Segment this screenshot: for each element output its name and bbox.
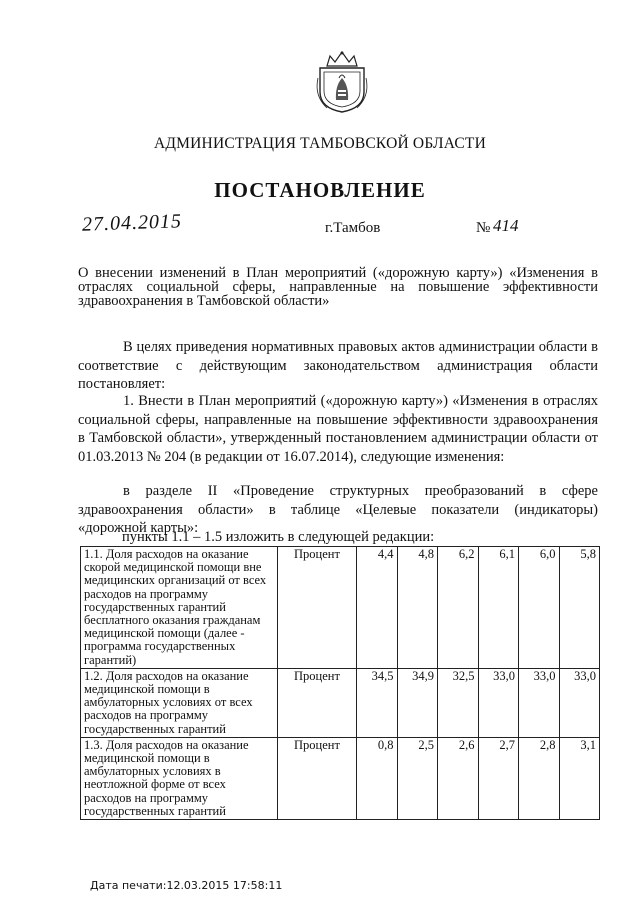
indicator-value: 2,5 bbox=[397, 737, 438, 819]
indicator-name: 1.3. Доля расходов на оказание медицинской помощи в амбулаторных условиях в неотложной форме от всех расходов на программу государственных гарантий bbox=[81, 737, 278, 819]
indicator-value: 6,0 bbox=[519, 547, 560, 669]
indicator-value: 2,6 bbox=[438, 737, 479, 819]
document-subject: О внесении изменений в План мероприятий («дорожную карту») «Изменения в отраслях социальной сферы, направленные на повышение эффективности здравоохранения в Тамбовской области» bbox=[78, 265, 598, 309]
preamble-paragraph: В целях приведения нормативных правовых актов администрации области в соответствие с действующим законодательством администрация области постановляет: bbox=[78, 339, 598, 392]
indicator-unit: Процент bbox=[278, 547, 357, 669]
indicator-value: 33,0 bbox=[519, 668, 560, 737]
table-row bbox=[81, 547, 600, 669]
indicator-value: 33,0 bbox=[559, 668, 600, 737]
target-indicators-table bbox=[80, 546, 600, 820]
indicator-value: 0,8 bbox=[357, 737, 398, 819]
document-number: 414 bbox=[493, 216, 519, 235]
indicator-value: 2,7 bbox=[478, 737, 519, 819]
print-date: Дата печати:12.03.2015 17:58:11 bbox=[90, 879, 283, 892]
indicator-name: 1.1. Доля расходов на оказание скорой медицинской помощи вне медицинских организаций от всех расходов на программу государственных гарантий бесплатного оказания гражданам медицинской помощи (далее - программа государственных гарантий) bbox=[81, 547, 278, 669]
city: г.Тамбов bbox=[325, 220, 381, 236]
table-row bbox=[81, 668, 600, 737]
document-type: ПОСТАНОВЛЕНИЕ bbox=[214, 178, 426, 202]
indicator-value: 6,2 bbox=[438, 547, 479, 669]
number-label: № bbox=[476, 220, 491, 236]
indicator-unit: Процент bbox=[278, 668, 357, 737]
coat-of-arms-icon bbox=[315, 48, 369, 114]
indicator-name: 1.2. Доля расходов на оказание медицинской помощи в амбулаторных условиях от всех расходов на программу государственных гарантий bbox=[81, 668, 278, 737]
agency-name: АДМИНИСТРАЦИЯ ТАМБОВСКОЙ ОБЛАСТИ bbox=[154, 135, 486, 152]
indicator-value: 4,4 bbox=[357, 547, 398, 669]
indicator-value: 2,8 bbox=[519, 737, 560, 819]
indicator-unit: Процент bbox=[278, 737, 357, 819]
table-row bbox=[81, 737, 600, 819]
indicator-value: 32,5 bbox=[438, 668, 479, 737]
indicator-value: 4,8 bbox=[397, 547, 438, 669]
indicator-value: 34,5 bbox=[357, 668, 398, 737]
clause-1-paragraph: 1. Внести в План мероприятий («дорожную карту») «Изменения в отраслях социальной сферы, направленные на повышение эффективности здравоохранения в Тамбовской области», утвержденный постановлением администрации области от 01.03.2013 № 204 (в редакции от 16.07.2014), следующие изменения: bbox=[78, 393, 598, 465]
indicator-value: 3,1 bbox=[559, 737, 600, 819]
indicator-value: 5,8 bbox=[559, 547, 600, 669]
indicator-value: 6,1 bbox=[478, 547, 519, 669]
indicator-value: 34,9 bbox=[397, 668, 438, 737]
indicator-value: 33,0 bbox=[478, 668, 519, 737]
items-paragraph: пункты 1.1 – 1.5 изложить в следующей редакции: bbox=[122, 529, 435, 545]
document-date: 27.04.2015 bbox=[81, 210, 183, 236]
section-ii-paragraph: в разделе II «Проведение структурных преобразований в сфере здравоохранения области» в таблице «Целевые показатели (индикаторы) «дорожной карты»: bbox=[78, 483, 598, 536]
